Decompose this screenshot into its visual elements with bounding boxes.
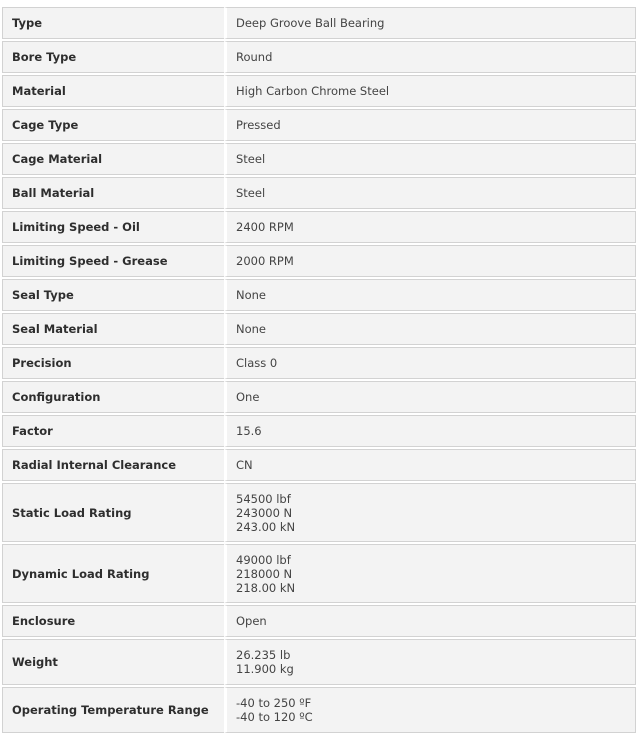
spec-value-line: 243.00 kN (236, 519, 296, 534)
spec-value-line: Deep Groove Ball Bearing (236, 16, 385, 30)
spec-value (224, 639, 636, 685)
spec-row (2, 415, 636, 447)
spec-value (224, 415, 636, 447)
spec-value (224, 7, 636, 39)
spec-row (2, 544, 636, 603)
spec-value-line: Steel (236, 186, 266, 200)
spec-value-line: One (236, 390, 260, 404)
spec-value (224, 313, 636, 345)
spec-value-line: Pressed (236, 118, 281, 132)
spec-label: Factor (2, 415, 224, 447)
spec-row (2, 347, 636, 379)
spec-value-line: 11.900 kg (236, 662, 294, 676)
spec-value-line: Open (236, 614, 267, 628)
spec-label: Dynamic Load Rating (2, 544, 224, 603)
spec-label: Limiting Speed - Grease (2, 245, 224, 277)
spec-value (224, 245, 636, 277)
spec-label: Weight (2, 639, 224, 685)
spec-value (224, 687, 636, 733)
spec-value-line: 54500 lbf (236, 491, 291, 506)
spec-label: Configuration (2, 381, 224, 413)
spec-value-line: 218.00 kN (236, 580, 296, 595)
spec-row (2, 483, 636, 542)
spec-value (224, 605, 636, 637)
spec-row (2, 639, 636, 685)
spec-label: Bore Type (2, 41, 224, 73)
spec-value (224, 109, 636, 141)
spec-label: Ball Material (2, 177, 224, 209)
spec-row (2, 143, 636, 175)
spec-row (2, 211, 636, 243)
spec-value-line: None (236, 322, 267, 336)
spec-value (224, 143, 636, 175)
spec-label: Material (2, 75, 224, 107)
spec-label: Seal Type (2, 279, 224, 311)
spec-value (224, 544, 636, 603)
spec-value-line: 26.235 lb (236, 648, 291, 662)
spec-row (2, 109, 636, 141)
spec-value-line: 218000 N (236, 566, 293, 581)
spec-label: Type (2, 7, 224, 39)
spec-table (2, 5, 636, 735)
spec-row (2, 245, 636, 277)
spec-label: Radial Internal Clearance (2, 449, 224, 481)
spec-label: Seal Material (2, 313, 224, 345)
spec-value-line: 2400 RPM (236, 220, 294, 234)
spec-value (224, 41, 636, 73)
spec-value-line: -40 to 250 ºF (236, 696, 312, 710)
spec-label: Cage Material (2, 143, 224, 175)
spec-value (224, 211, 636, 243)
spec-value-line: High Carbon Chrome Steel (236, 84, 390, 98)
spec-value-line: Class 0 (236, 356, 278, 370)
spec-row (2, 605, 636, 637)
spec-label: Limiting Speed - Oil (2, 211, 224, 243)
spec-label: Enclosure (2, 605, 224, 637)
spec-value (224, 381, 636, 413)
spec-row (2, 7, 636, 39)
spec-value (224, 177, 636, 209)
spec-value-line: CN (236, 458, 253, 472)
spec-value (224, 449, 636, 481)
spec-row (2, 313, 636, 345)
spec-row (2, 381, 636, 413)
spec-row (2, 177, 636, 209)
spec-table-body (2, 7, 636, 733)
spec-label: Operating Temperature Range (2, 687, 224, 733)
spec-value-line: None (236, 288, 267, 302)
spec-label: Precision (2, 347, 224, 379)
spec-value (224, 75, 636, 107)
spec-value-line: 2000 RPM (236, 254, 294, 268)
spec-row (2, 279, 636, 311)
spec-value (224, 279, 636, 311)
spec-value (224, 347, 636, 379)
spec-row (2, 41, 636, 73)
spec-label: Static Load Rating (2, 483, 224, 542)
spec-value-line: Round (236, 50, 273, 64)
spec-value (224, 483, 636, 542)
spec-value-line: Steel (236, 152, 266, 166)
spec-value-line: 15.6 (236, 424, 262, 438)
spec-label: Cage Type (2, 109, 224, 141)
spec-value-line: 49000 lbf (236, 552, 291, 567)
spec-value-line: -40 to 120 ºC (236, 710, 313, 724)
spec-value-line: 243000 N (236, 505, 293, 520)
spec-row (2, 687, 636, 733)
spec-row (2, 449, 636, 481)
spec-row (2, 75, 636, 107)
